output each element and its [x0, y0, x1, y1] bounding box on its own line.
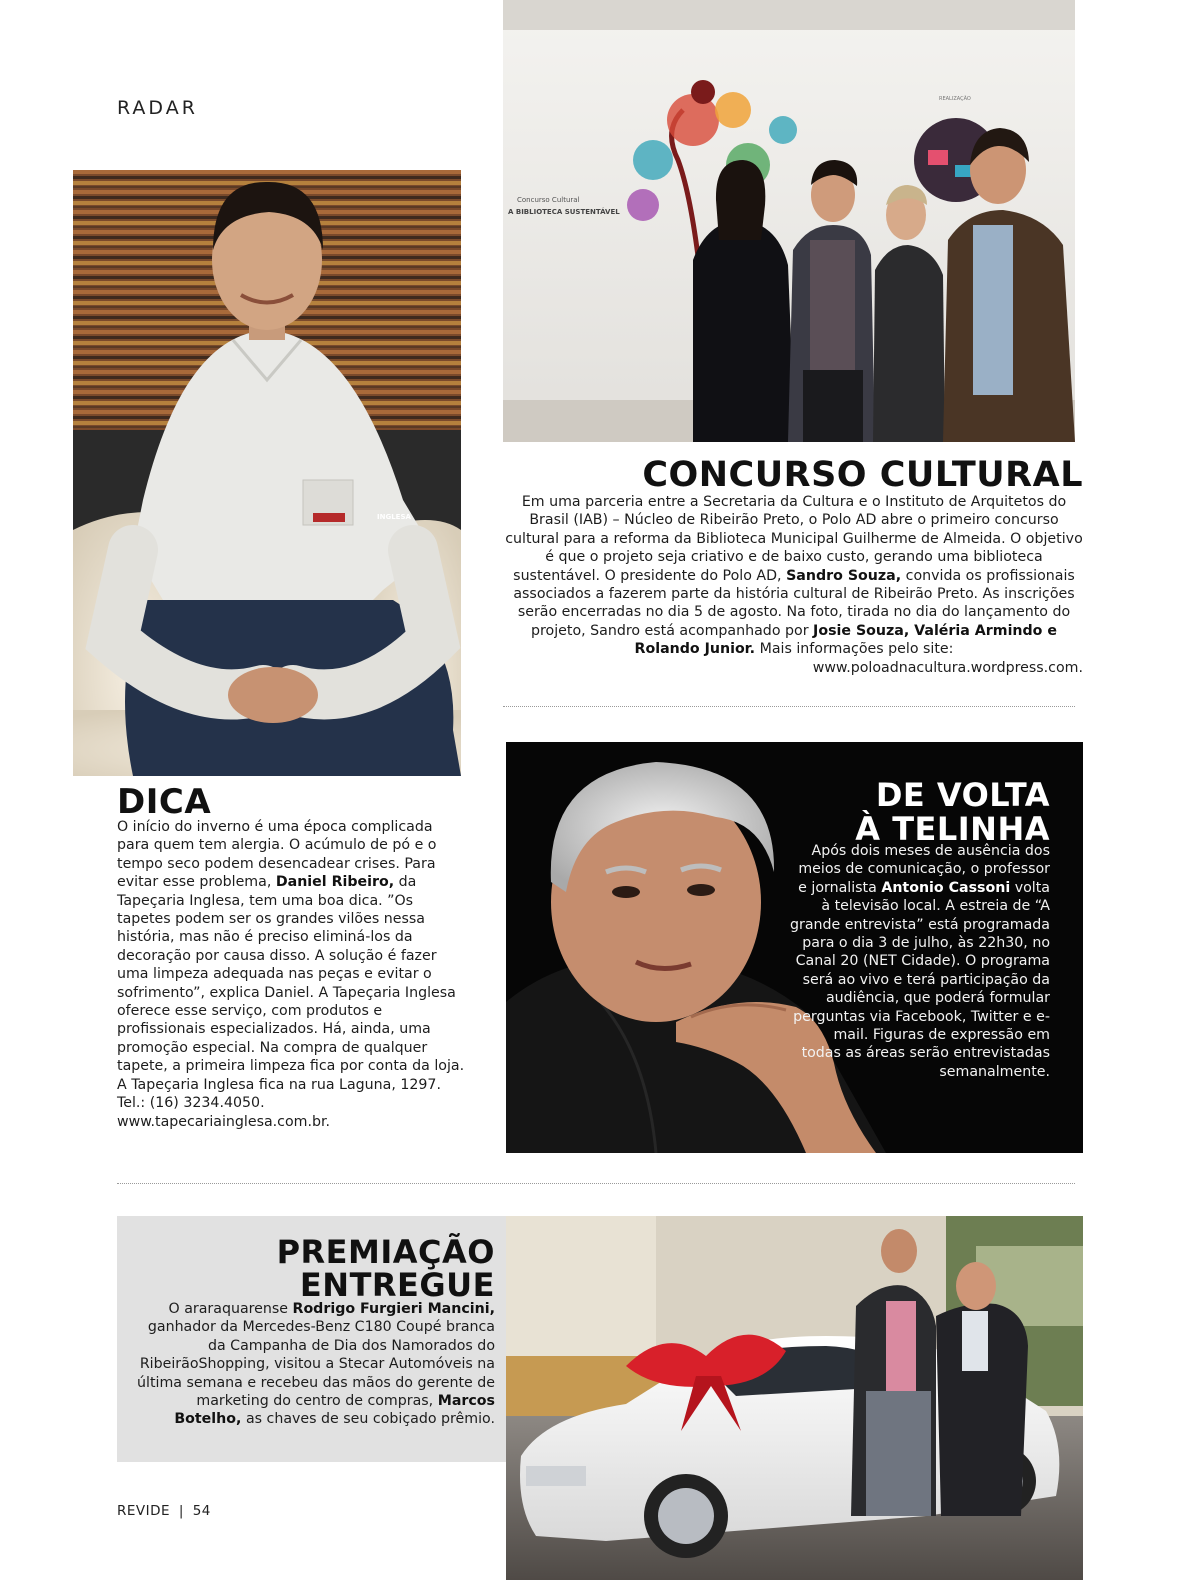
dica-photo — [73, 170, 461, 776]
premio-name-marcos: Marcos Botelho, — [174, 1393, 495, 1428]
premio-name-rodrigo: Rodrigo Furgieri Mancini, — [292, 1301, 495, 1317]
divider-bottom — [117, 1183, 1075, 1184]
premio-title-line2: ENTREGUE — [299, 1266, 495, 1304]
dica-body: O início do inverno é uma época complicada para quem tem alergia. O acúmulo de pó e o tempo seco podem desencadear crises. Para evitar esse problema, Daniel Ribeiro, da Tapeçaria Inglesa, tem uma boa dica. ”Os tapetes podem ser os grandes vilões nessa história, mas não é preciso eliminá-los da decoração por causa disso. A solução é fazer uma limpeza adequada nas peças e evitar o sofrimento”, explica Daniel. A Tapeçaria Inglesa oferece esse serviço, com produtos e profissionais especializados. Há, ainda, uma promoção especial. Na compra de qualquer tapete, a primeira limpeza fica por conta da loja. A Tapeçaria Inglesa fica na rua Laguna, 1297. Tel.: (16) 3234.4050. www.tapecariainglesa.com.br. — [117, 819, 465, 1130]
dica-title: DICA — [117, 782, 212, 822]
volta-title-line1: DE VOLTA — [875, 776, 1050, 814]
volta-title — [760, 778, 1050, 846]
footer-page-number: 54 — [192, 1503, 211, 1519]
concurso-title: CONCURSO CULTURAL — [642, 455, 1083, 495]
wall-text-2: A BIBLIOTECA SUSTENTÁVEL — [508, 208, 620, 216]
section-label: RADAR — [117, 97, 198, 119]
volta-title-line2: À TELINHA — [855, 810, 1050, 848]
divider-top — [503, 706, 1075, 707]
premio-title-line1: PREMIAÇÃO — [276, 1233, 495, 1271]
premio-title — [117, 1233, 495, 1304]
concurso-name-sandro: Sandro Souza, — [786, 567, 902, 584]
volta-name-antonio: Antonio Cassoni — [881, 879, 1011, 896]
footer-magazine: REVIDE — [117, 1503, 171, 1519]
premio-body: O araraquarense Rodrigo Furgieri Mancini, ganhador da Mercedes-Benz C180 Coupé branca da Campanha de Dia dos Namorados do RibeirãoShopping, visitou a Stecar Automóveis na última semana e recebeu das mãos do gerente de marketing do centro de compras, Marcos Botelho, as chaves de seu cobiçado prêmio. — [137, 1301, 495, 1428]
page-footer — [117, 1503, 211, 1519]
premio-photo — [506, 1216, 1083, 1580]
wall-text-1: Concurso Cultural — [517, 196, 580, 204]
concurso-photo — [503, 0, 1075, 442]
dica-name-daniel: Daniel Ribeiro, — [275, 874, 395, 891]
shirt-logo: INGLESA — [377, 513, 411, 521]
wall-text-3: REALIZAÇÃO — [939, 96, 971, 102]
concurso-body: Em uma parceria entre a Secretaria da Cultura e o Instituto de Arquitetos do Brasil (IAB) – Núcleo de Ribeirão Preto, o Polo AD abre o primeiro concurso cultural para a reforma da Biblioteca Municipal Guilherme de Almeida. O objetivo é que o projeto seja criativo e de baixo custo, gerando uma biblioteca sustentável. O presidente do Polo AD, Sandro Souza, convida os profissionais associados a fazerem parte da história cultural de Ribeirão Preto. As inscrições serão encerradas no dia 5 de agosto. Na foto, tirada no dia do lançamento do projeto, Sandro está acompanhado por Josie Souza, Valéria Armindo e Rolando Junior. Mais informações pelo site: www.poloadnacultura.wordpress.com. — [505, 494, 1083, 676]
concurso-name-guests: Josie Souza, Valéria Armindo e Rolando Junior. — [634, 622, 1057, 658]
footer-separator: | — [178, 1503, 184, 1519]
volta-body: Após dois meses de ausência dos meios de comunicação, o professor e jornalista Antonio Cassoni volta à televisão local. A estreia de “A grande entrevista” está programada para o dia 3 de julho, às 22h30, no Canal 20 (NET Cidade). O programa será ao vivo e terá participação da audiência, que poderá formular perguntas via Facebook, Twitter e e-mail. Figuras de expressão em todas as áreas serão entrevistadas semanalmente. — [790, 843, 1050, 1080]
